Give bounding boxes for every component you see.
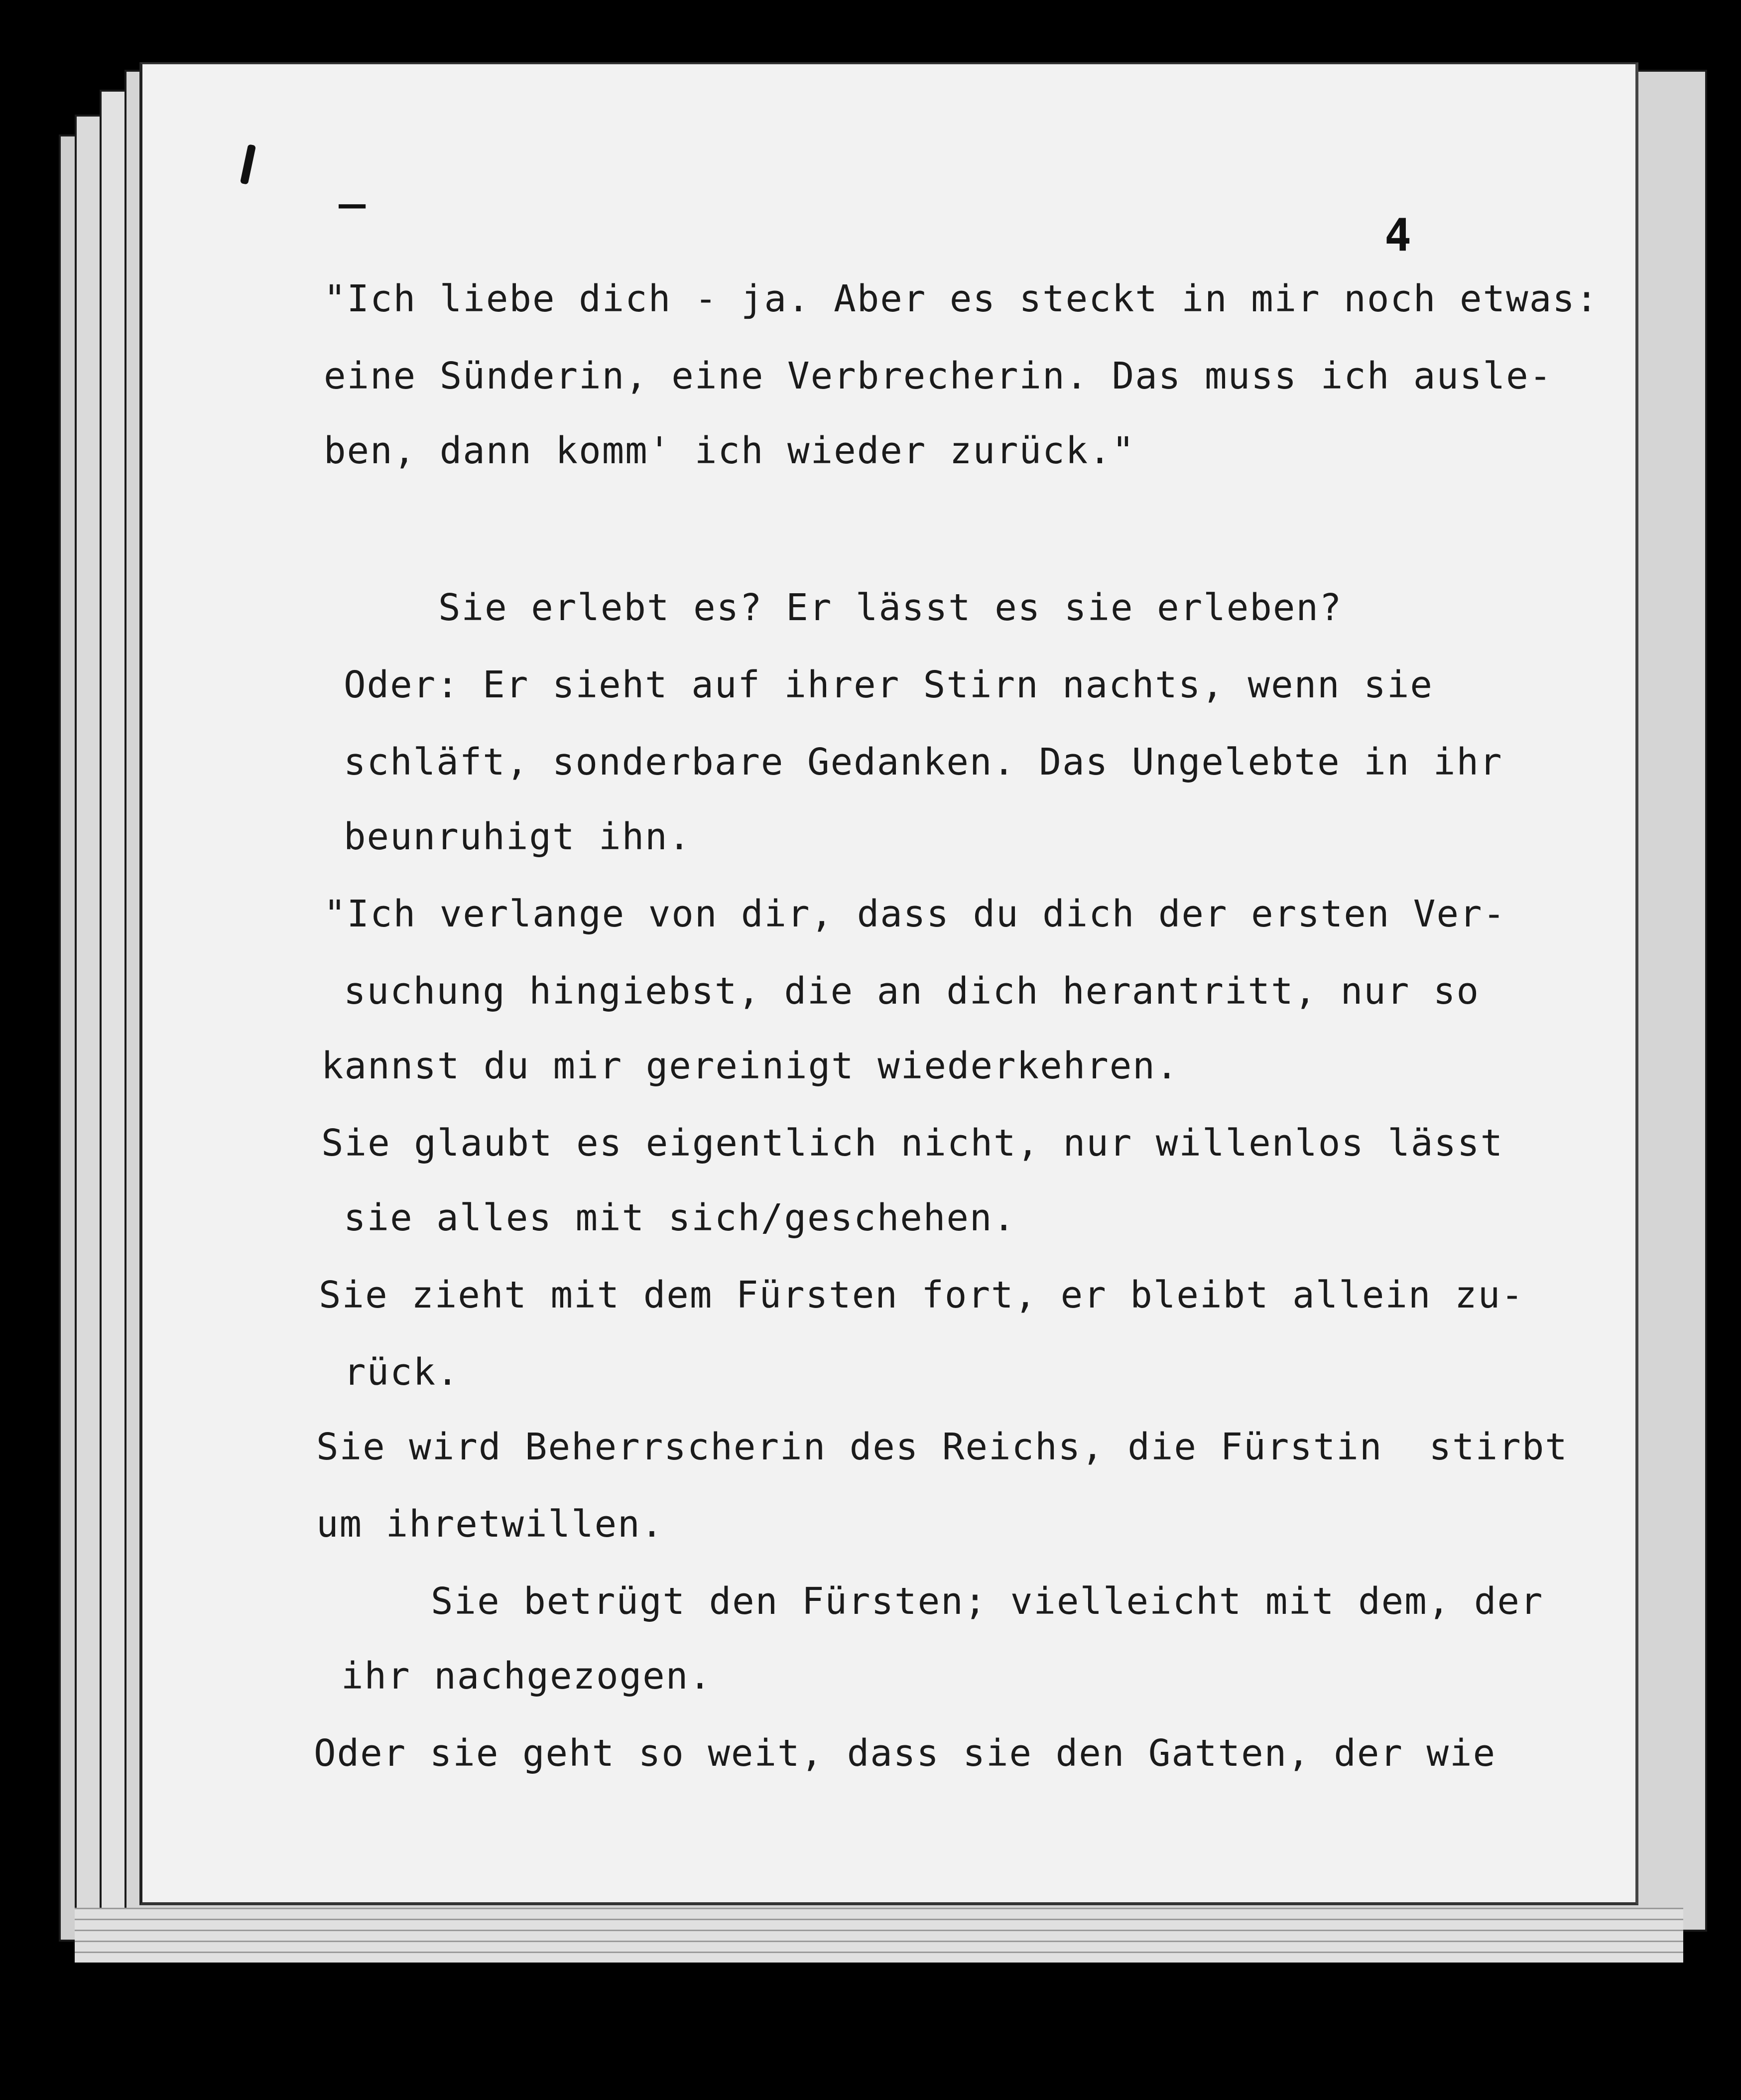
text-line: sie alles mit sich/geschehen. [344,1196,1016,1239]
text-line: Sie erlebt es? Er lässt es sie erleben? [438,586,1343,629]
text-line: Oder sie geht so weit, dass sie den Gatten, der wie [314,1732,1496,1775]
text-line: rück. [344,1351,460,1394]
text-line: Sie zieht mit dem Fürsten fort, er bleibt allein zu- [319,1274,1524,1316]
text-line: "Ich liebe dich - ja. Aber es steckt in mir noch etwas: [324,277,1599,320]
text-line: kannst du mir gereinigt wiederkehren. [321,1045,1179,1087]
text-line: schläft, sonderbare Gedanken. Das Ungelebte in ihr [344,741,1503,784]
text-line: "Ich verlange von dir, dass du dich der ersten Ver- [324,893,1506,935]
text-line: ben, dann komm' ich wieder zurück." [324,429,1135,472]
text-line: um ihretwillen. [316,1503,664,1546]
text-line: ihr nachgezogen. [341,1655,712,1698]
text-line: Sie betrügt den Fürsten; vielleicht mit dem, der [431,1580,1544,1623]
text-line: eine Sünderin, eine Verbrecherin. Das muss ich ausle- [324,355,1553,397]
text-line: Sie wird Beherrscherin des Reichs, die Fürstin stirbt [316,1426,1568,1468]
text-line: Oder: Er sieht auf ihrer Stirn nachts, wenn sie [344,663,1433,706]
text-line: beunruhigt ihn. [344,815,692,858]
text-line: suchung hingiebst, die an dich herantritt, nur so [344,970,1480,1013]
text-line: Sie glaubt es eigentlich nicht, nur willenlos lässt [321,1122,1504,1165]
header-mark: ‾ [339,197,366,249]
page-number: 4 [1384,209,1412,262]
